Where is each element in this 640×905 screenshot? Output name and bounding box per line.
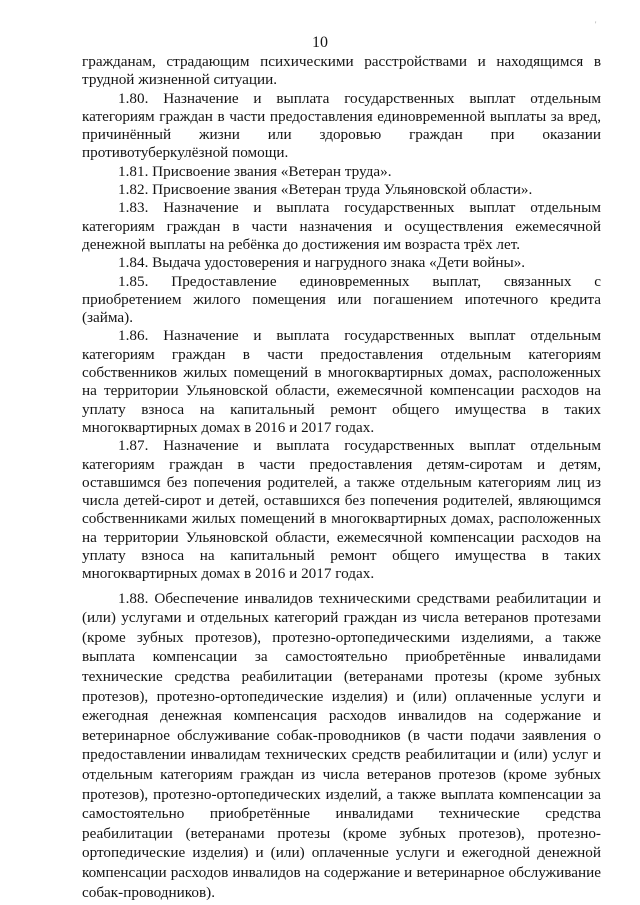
page-number: 10 — [312, 34, 328, 51]
paragraph-1-83: 1.83. Назначение и выплата государственных выплат отдельным категориям граждан в части назначения и осуществления ежемесячной денежной выплаты на ребёнка до достижения им возраста трёх лет. — [82, 199, 601, 253]
document-body — [82, 53, 601, 902]
paragraph-1-84: 1.84. Выдача удостоверения и нагрудного знака «Дети войны». — [118, 254, 526, 272]
paragraph-1-85: 1.85. Предоставление единовременных выплат, связанных с приобретением жилого помещения или погашением ипотечного кредита (займа). — [82, 272, 601, 327]
paragraph-continuation: гражданам, страдающим психическими расстройствами и находящимся в трудной жизненной ситуации. — [82, 53, 601, 89]
corner-mark: ' — [595, 20, 597, 29]
paragraph-1-82: 1.82. Присвоение звания «Ветеран труда Ульяновской области». — [118, 181, 533, 199]
paragraph-1-86: 1.86. Назначение и выплата государственных выплат отдельным категориям граждан в части предоставления отдельным категориям собственников жилых помещений в многоквартирных домах, расположенных на территории Ульяновской области, ежемесячной компенсации расходов на уплату взноса на капитальный ремонт общего имущества в таких многоквартирных домах в 2016 и 2017 годах. — [82, 327, 601, 436]
paragraph-1-88: 1.88. Обеспечение инвалидов техническими средствами реабилитации и (или) услугами и отдельных категорий граждан из числа ветеранов протезами (кроме зубных протезов), протезно-ортопедическими изделиями, а также выплата компенсации за самостоятельно приобретённые инвалидами технические средства реабилитации (ветеранами протезы (кроме зубных протезов), протезно-ортопедические изделия) и (или) оплаченные услуги и ежегодная денежная компенсация расходов инвалидов на содержание и ветеринарное обслуживание собак-проводников (в части подачи заявления о предоставлении инвалидам технических средств реабилитации и (или) услуг и отдельным категориям граждан из числа ветеранов протезов (кроме зубных протезов), протезно-ортопедических изделий, а также выплата компенсации за самостоятельно приобретённые инвалидами технические средства реабилитации (ветеранами протезы (кроме зубных протезов), протезно-ортопедические изделия) и (или) оплаченные услуги и ежегодной денежной компенсации расходов инвалидов на содержание и ветеринарное обслуживание собак-проводников). — [82, 589, 601, 901]
paragraph-1-81: 1.81. Присвоение звания «Ветеран труда». — [118, 162, 392, 180]
paragraph-1-87: 1.87. Назначение и выплата государственных выплат отдельным категориям граждан в части предоставления детям-сиротам и детям, оставшимся без попечения родителей, а также отдельным категориям лиц из числа детей-сирот и детей, оставшихся без попечения родителей, являющимся собственниками жилых помещений в многоквартирных домах, расположенных на территории Ульяновской области, ежемесячной компенсации расходов на уплату взноса на капитальный ремонт общего имущества в таких многоквартирных домах в 2016 и 2017 годах. — [82, 437, 601, 583]
paragraph-1-80: 1.80. Назначение и выплата государственных выплат отдельным категориям граждан в части предоставления единовременной выплаты за вред, причинённый жизни или здоровью граждан при оказании противотуберкулёзной помощи. — [82, 89, 601, 162]
